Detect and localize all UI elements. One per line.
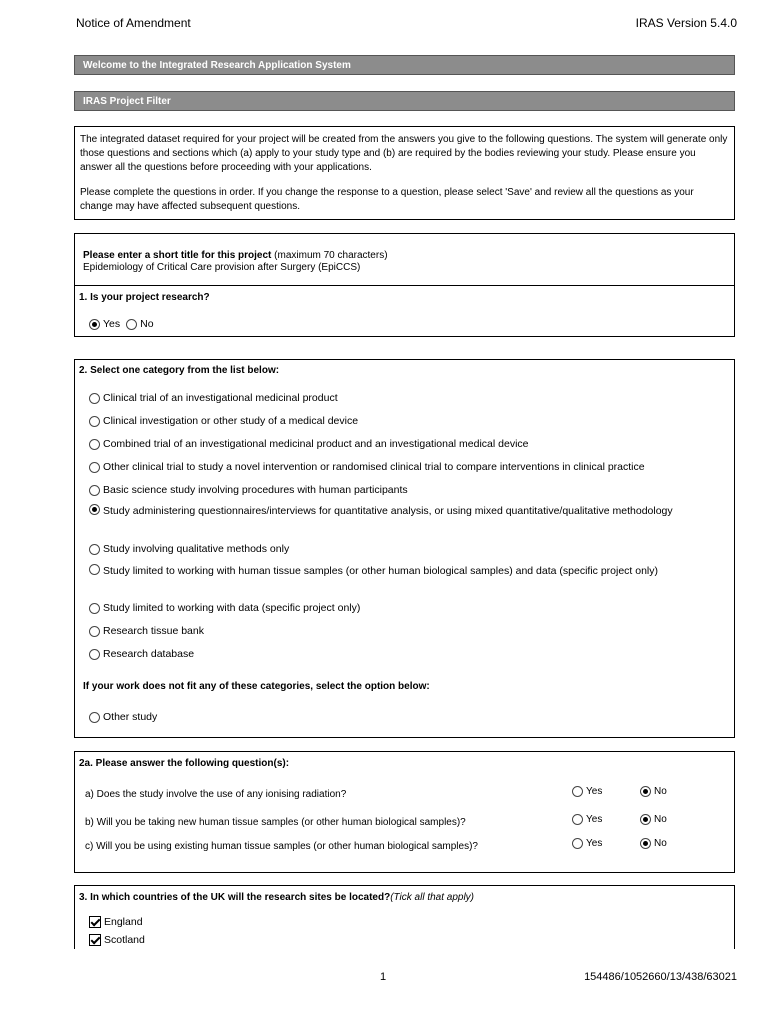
q2-option[interactable] [89, 602, 360, 614]
q3-country-option[interactable] [89, 916, 143, 928]
q2-option[interactable] [85, 563, 725, 580]
q2a-yes-label: Yes [586, 838, 603, 849]
welcome-banner: Welcome to the Integrated Research Application System [74, 55, 735, 75]
q2a-row-text: b) Will you be taking new human tissue samples (or other human biological samples)? [85, 817, 466, 828]
short-title-section [74, 233, 735, 337]
q2-option-radio[interactable] [89, 544, 100, 555]
q2-option[interactable] [89, 438, 529, 450]
q2-option-label: Combined trial of an investigational medicinal product and an investigational medical device [103, 438, 529, 450]
followup-section [74, 751, 735, 873]
q2-option[interactable] [89, 484, 408, 496]
q2a-no-label: No [654, 814, 667, 825]
q2-question: 2. Select one category from the list below: [79, 365, 280, 376]
q2-other-prompt: If your work does not fit any of these categories, select the option below: [83, 681, 430, 692]
q2a-yes-radio[interactable] [572, 786, 583, 797]
q2-option-radio[interactable] [89, 462, 100, 473]
scotland-checkbox[interactable] [89, 934, 101, 946]
england-label: England [104, 916, 143, 928]
iras-version: IRAS Version 5.4.0 [635, 16, 737, 30]
q2a-yes-label: Yes [586, 814, 603, 825]
q2-option-selected[interactable] [85, 503, 725, 520]
q2-option[interactable] [89, 461, 645, 473]
q2-option-radio[interactable] [89, 603, 100, 614]
q3-country-option[interactable] [89, 934, 145, 946]
q2a-no-radio[interactable] [640, 814, 651, 825]
intro-paragraph-1: The integrated dataset required for your project will be created from the answers you give to the following questions. The system will generate only those questions and sections which (a) apply to your study type and (b) are required by the bodies reviewing your study. Please ensure you answer all the questions before proceeding with your applications. [80, 134, 728, 173]
q1-yes-label: Yes [103, 318, 121, 330]
q2a-question: 2a. Please answer the following question(s): [79, 758, 290, 769]
q2-option-radio[interactable] [89, 504, 100, 515]
q3-question-line [79, 892, 474, 903]
q2-option-label: Basic science study involving procedures with human participants [103, 484, 408, 496]
q2a-yes-radio[interactable] [572, 814, 583, 825]
q1-options [89, 318, 154, 330]
q2-option-label: Other clinical trial to study a novel intervention or randomised clinical trial to compare interventions in clinical practice [103, 461, 645, 473]
category-section [74, 359, 735, 738]
england-checkbox[interactable] [89, 916, 101, 928]
q2-option-label: Study limited to working with human tissue samples (or other human biological samples) and data (specific project only) [103, 565, 659, 577]
page-number: 1 [380, 971, 387, 983]
q2-option-label: Study limited to working with data (specific project only) [103, 602, 361, 614]
submission-reference: 154486/1052660/13/438/63021 [584, 971, 737, 983]
q2-option[interactable] [89, 415, 358, 427]
q2a-no-label: No [654, 838, 667, 849]
q2-option-radio[interactable] [89, 626, 100, 637]
q3-question: 3. In which countries of the UK will the research sites be located? [79, 892, 391, 903]
short-title-label: Please enter a short title for this project [83, 250, 272, 261]
q2a-yes-radio[interactable] [572, 838, 583, 849]
q1-no-label: No [140, 318, 154, 330]
q2-option-radio[interactable] [89, 564, 100, 575]
q2-other-label: Other study [103, 711, 158, 723]
q2-option[interactable] [89, 543, 289, 555]
intro-paragraph-2: Please complete the questions in order. If you change the response to a question, please select 'Save' and review all the questions as your change may have affected subsequent questions. [80, 187, 694, 212]
q2-option-label: Clinical trial of an investigational medicinal product [103, 392, 338, 404]
q3-hint: (Tick all that apply) [390, 892, 475, 903]
scotland-label: Scotland [104, 934, 145, 946]
intro-box [74, 126, 735, 220]
q2-option-label: Clinical investigation or other study of a medical device [103, 415, 359, 427]
short-title-note: (maximum 70 characters) [271, 250, 388, 261]
q1-no-radio[interactable] [126, 319, 137, 330]
q2-option-radio[interactable] [89, 393, 100, 404]
short-title-block [75, 234, 734, 286]
q2-other-radio[interactable] [89, 712, 100, 723]
q1-yes-radio[interactable] [89, 319, 100, 330]
q2-option-label: Research tissue bank [103, 625, 204, 637]
q2-option[interactable] [89, 625, 204, 637]
document-type: Notice of Amendment [76, 16, 191, 30]
q2-option-radio[interactable] [89, 485, 100, 496]
q2-option-radio[interactable] [89, 416, 100, 427]
q2a-row-text: a) Does the study involve the use of any ionising radiation? [85, 789, 347, 800]
q2a-row-text: c) Will you be using existing human tissue samples (or other human biological samples)? [85, 841, 478, 852]
q2a-yes-label: Yes [586, 786, 603, 797]
q2-option[interactable] [89, 392, 338, 404]
countries-section [74, 885, 735, 949]
q1-question: 1. Is your project research? [79, 292, 210, 303]
project-filter-banner: IRAS Project Filter [74, 91, 735, 111]
short-title-value[interactable]: Epidemiology of Critical Care provision after Surgery (EpiCCS) [83, 262, 361, 273]
q2-option-label: Study administering questionnaires/interviews for quantitative analysis, or using mixed quantitative/qualitative methodology [103, 505, 673, 517]
q2-option-radio[interactable] [89, 649, 100, 660]
q2-option-radio[interactable] [89, 439, 100, 450]
q2-option-label: Study involving qualitative methods only [103, 543, 290, 555]
q2a-no-radio[interactable] [640, 786, 651, 797]
q2-option[interactable] [89, 648, 194, 660]
q2a-no-label: No [654, 786, 667, 797]
q2-option-label: Research database [103, 648, 195, 660]
q2-other-option[interactable] [89, 711, 157, 723]
q2a-no-radio[interactable] [640, 838, 651, 849]
